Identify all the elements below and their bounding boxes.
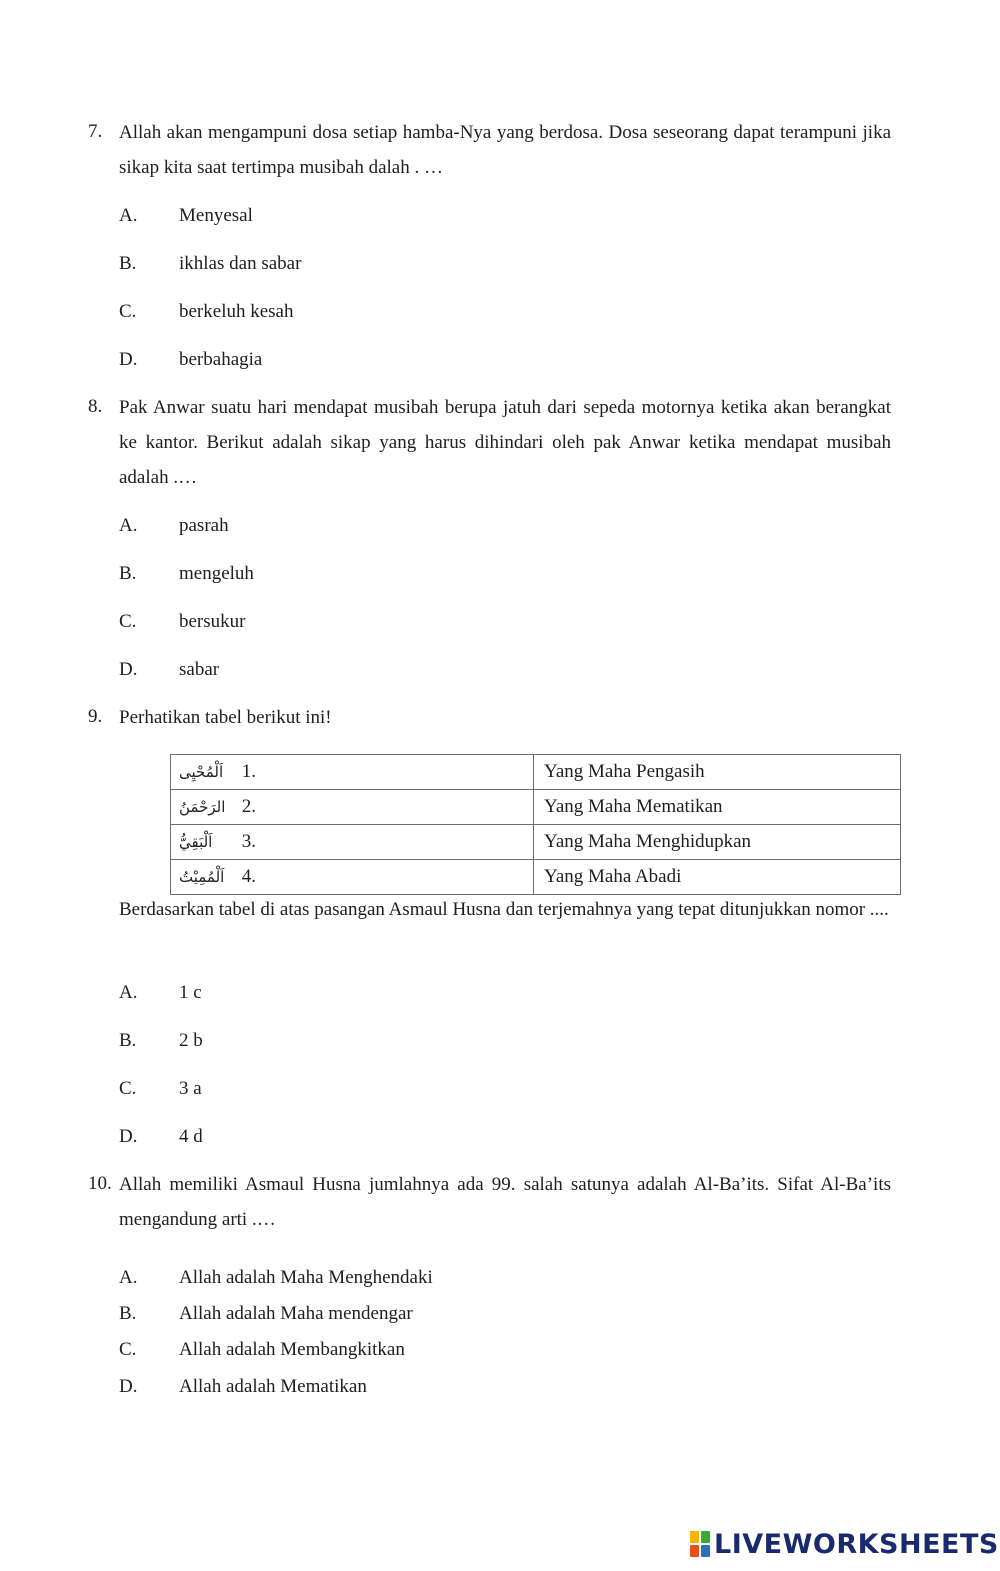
row-number: 1.	[241, 761, 256, 782]
option-text: mengeluh	[179, 563, 254, 584]
question-text-after: Berdasarkan tabel di atas pasangan Asmaul Husna dan terjemahnya yang tepat ditunjukkan nomor ....	[119, 899, 889, 920]
option-b[interactable]	[119, 1026, 819, 1056]
option-text: pasrah	[179, 515, 229, 536]
question-number: 8.	[88, 396, 103, 417]
option-text: 2 b	[179, 1030, 203, 1051]
arabic-name: اَلْمُمِيْتُ	[179, 868, 225, 886]
logo-square-yellow	[690, 1531, 699, 1543]
option-letter: B.	[119, 253, 137, 274]
question-text: Perhatikan tabel berikut ini!	[119, 707, 332, 728]
option-text: ikhlas dan sabar	[179, 253, 302, 274]
option-d[interactable]	[119, 1122, 819, 1152]
arabic-name: اَلْبَقِيُّ	[179, 833, 213, 851]
option-text: Allah adalah Maha Menghendaki	[179, 1267, 433, 1288]
question-number: 7.	[88, 121, 103, 142]
option-b[interactable]	[119, 1299, 819, 1329]
table-cell-meaning: Yang Maha Menghidupkan	[534, 825, 901, 860]
table-row	[171, 860, 901, 895]
option-text: sabar	[179, 659, 220, 680]
row-number: 4.	[241, 866, 256, 887]
arabic-name: الرَحْمَنُ	[179, 798, 226, 816]
option-c[interactable]	[119, 1074, 819, 1104]
option-c[interactable]	[119, 297, 819, 327]
liveworksheets-logo[interactable]	[690, 1528, 999, 1560]
logo-square-green	[701, 1531, 710, 1543]
option-letter: D.	[119, 1376, 138, 1397]
row-number: 3.	[241, 831, 256, 852]
table-row	[171, 755, 901, 790]
logo-mark-icon	[690, 1531, 710, 1557]
option-letter: C.	[119, 1339, 137, 1360]
option-text: 4 d	[179, 1126, 203, 1147]
option-letter: A.	[119, 982, 138, 1003]
option-c[interactable]	[119, 1335, 819, 1365]
table-cell-name	[171, 790, 534, 825]
table-cell-name	[171, 755, 534, 790]
question-number: 10.	[88, 1173, 112, 1194]
option-letter: B.	[119, 1030, 137, 1051]
option-letter: D.	[119, 1126, 138, 1147]
row-number: 2.	[241, 796, 256, 817]
logo-square-red	[690, 1545, 699, 1557]
question-text: Allah akan mengampuni dosa setiap hamba-Nya yang berdosa. Dosa seseorang dapat terampuni jika sikap kita saat tertimpa musibah dalah . …	[119, 122, 891, 178]
arabic-name: اَلْمُحْيِى	[179, 763, 224, 781]
option-text: berbahagia	[179, 349, 263, 370]
option-letter: B.	[119, 563, 137, 584]
option-text: berkeluh kesah	[179, 301, 294, 322]
option-text: 3 a	[179, 1078, 202, 1099]
logo-text: LIVEWORKSHEETS	[714, 1528, 999, 1560]
table-cell-meaning: Yang Maha Abadi	[534, 860, 901, 895]
option-b[interactable]	[119, 559, 819, 589]
question-text: Allah memiliki Asmaul Husna jumlahnya ada 99. salah satunya adalah Al-Ba’its. Sifat Al-Ba’its mengandung arti .…	[119, 1174, 891, 1230]
question-number: 9.	[88, 706, 103, 727]
option-letter: A.	[119, 515, 138, 536]
option-letter: A.	[119, 1267, 138, 1288]
option-text: Allah adalah Mematikan	[179, 1376, 367, 1397]
option-c[interactable]	[119, 607, 819, 637]
option-text: Menyesal	[179, 205, 253, 226]
logo-square-blue	[701, 1545, 710, 1557]
asmaul-husna-table	[170, 754, 901, 895]
option-d[interactable]	[119, 655, 819, 685]
option-text: bersukur	[179, 611, 246, 632]
option-d[interactable]	[119, 1372, 819, 1402]
option-a[interactable]	[119, 978, 819, 1008]
option-letter: C.	[119, 611, 137, 632]
option-a[interactable]	[119, 201, 819, 231]
table-cell-meaning: Yang Maha Pengasih	[534, 755, 901, 790]
option-letter: B.	[119, 1303, 137, 1324]
table-cell-name	[171, 860, 534, 895]
question-text: Pak Anwar suatu hari mendapat musibah berupa jatuh dari sepeda motornya ketika akan berangkat ke kantor. Berikut adalah sikap yang harus dihindari oleh pak Anwar ketika mendapat musibah adalah .…	[119, 397, 891, 488]
option-letter: D.	[119, 659, 138, 680]
table-row	[171, 825, 901, 860]
option-a[interactable]	[119, 1263, 819, 1293]
option-text: Allah adalah Membangkitkan	[179, 1339, 405, 1360]
table-cell-meaning: Yang Maha Mematikan	[534, 790, 901, 825]
option-b[interactable]	[119, 249, 819, 279]
option-letter: A.	[119, 205, 138, 226]
option-letter: D.	[119, 349, 138, 370]
option-letter: C.	[119, 1078, 137, 1099]
option-text: Allah adalah Maha mendengar	[179, 1303, 413, 1324]
option-d[interactable]	[119, 345, 819, 375]
option-a[interactable]	[119, 511, 819, 541]
table-cell-name	[171, 825, 534, 860]
table-row	[171, 790, 901, 825]
option-letter: C.	[119, 301, 137, 322]
option-text: 1 c	[179, 982, 202, 1003]
